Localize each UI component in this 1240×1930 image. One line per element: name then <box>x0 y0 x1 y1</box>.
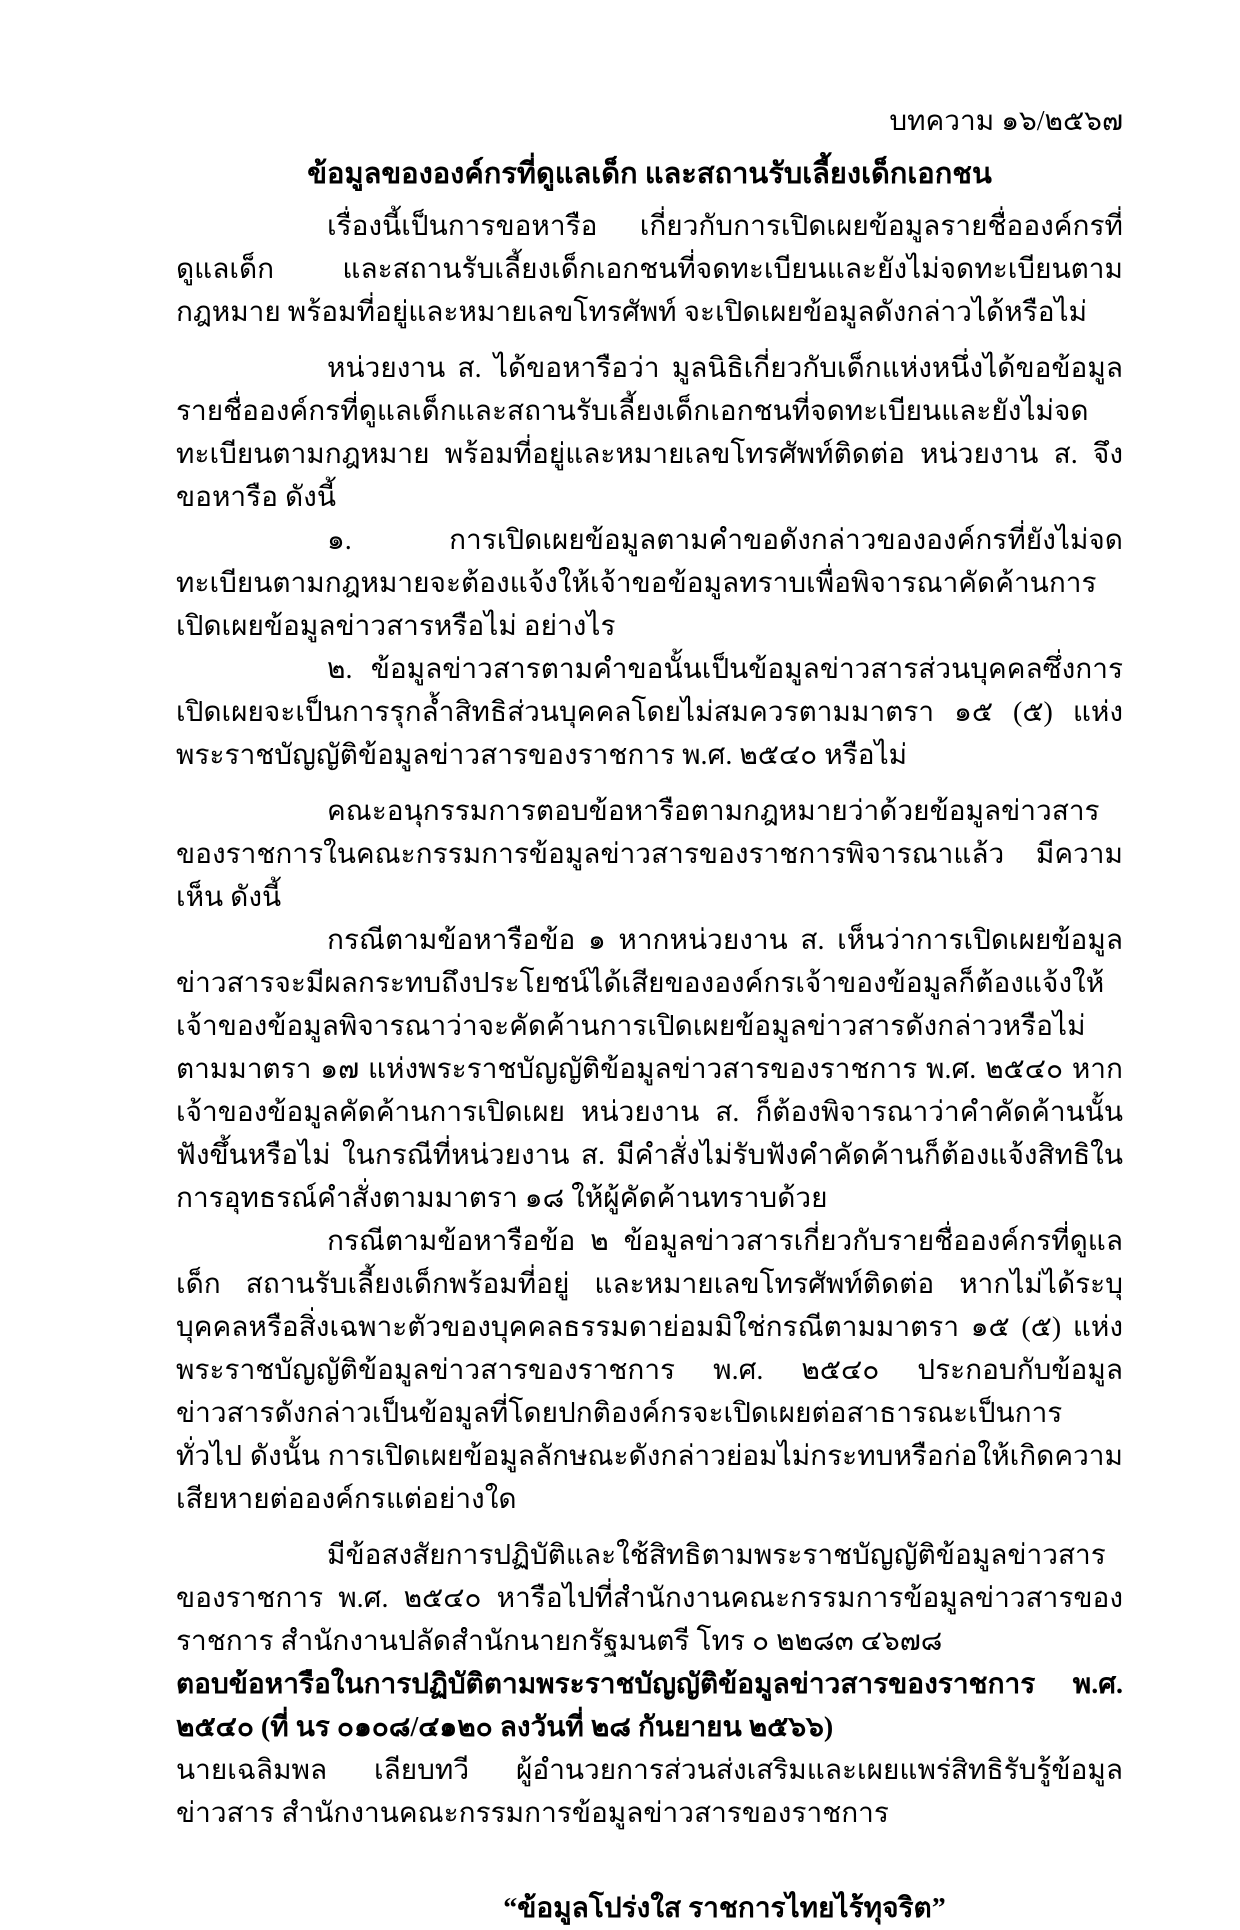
list-item-question-2: ๒. ข้อมูลข่าวสารตามคำขอนั้นเป็นข้อมูลข่าวสารส่วนบุคคลซึ่งการเปิดเผยจะเป็นการรุกล้ำสิทธิส่วนบุคคลโดยไม่สมควรตามมาตรา ๑๕ (๕) แห่งพระราชบัญญัติข้อมูลข่าวสารของราชการ พ.ศ. ๒๕๔๐ หรือไม่ <box>176 654 1123 771</box>
paragraph-opinion-case-1: กรณีตามข้อหารือข้อ ๑ หากหน่วยงาน ส. เห็นว่าการเปิดเผยข้อมูลข่าวสารจะมีผลกระทบถึงประโยชน์ได้เสียขององค์กรเจ้าของข้อมูลก็ต้องแจ้งให้เจ้าของข้อมูลพิจารณาว่าจะคัดค้านการเปิดเผยข้อมูลข่าวสารดังกล่าวหรือไม่ตามมาตรา ๑๗ แห่งพระราชบัญญัติข้อมูลข่าวสารของราชการ พ.ศ. ๒๕๔๐ หากเจ้าของข้อมูลคัดค้านการเปิดเผย หน่วยงาน ส. ก็ต้องพิจารณาว่าคำคัดค้านนั้นฟังขึ้นหรือไม่ ในกรณีที่หน่วยงาน ส. มีคำสั่งไม่รับฟังคำคัดค้านก็ต้องแจ้งสิทธิในการอุทธรณ์คำสั่งตามมาตรา ๑๘ ให้ผู้คัดค้านทราบด้วย <box>176 925 1123 1214</box>
paragraph-subcommittee: คณะอนุกรรมการตอบข้อหารือตามกฎหมายว่าด้วยข้อมูลข่าวสารของราชการในคณะกรรมการข้อมูลข่าวสารของราชการพิจารณาแล้ว มีความเห็น ดังนี้ <box>176 796 1123 913</box>
footer-quote: “ข้อมูลโปร่งใส ราชการไทยไร้ทุจริต” <box>503 1893 946 1924</box>
paragraph-contact-info: มีข้อสงสัยการปฏิบัติและใช้สิทธิตามพระราชบัญญัติข้อมูลข่าวสารของราชการ พ.ศ. ๒๕๔๐ หารือไปที่สำนักงานคณะกรรมการข้อมูลข่าวสารของราชการ สำนักงานปลัดสำนักนายกรัฐมนตรี โทร ๐ ๒๒๘๓ ๔๖๗๘ <box>176 1540 1123 1657</box>
reference-line: ตอบข้อหารือในการปฏิบัติตามพระราชบัญญัติข้อมูลข่าวสารของราชการ พ.ศ. ๒๕๔๐ (ที่ นร ๐๑๐๘/๔๑๒๐ ลงวันที่ ๒๘ กันยายน ๒๕๖๖) <box>176 1669 1123 1743</box>
paragraph-intro: เรื่องนี้เป็นการขอหารือ เกี่ยวกับการเปิดเผยข้อมูลรายชื่อองค์กรที่ดูแลเด็ก และสถานรับเลี้ยงเด็กเอกชนที่จดทะเบียนและยังไม่จดทะเบียนตามกฎหมาย พร้อมที่อยู่และหมายเลขโทรศัพท์ จะเปิดเผยข้อมูลดังกล่าวได้หรือไม่ <box>176 211 1123 328</box>
paragraph-opinion-case-2: กรณีตามข้อหารือข้อ ๒ ข้อมูลข่าวสารเกี่ยวกับรายชื่อองค์กรที่ดูแลเด็ก สถานรับเลี้ยงเด็กพร้อมที่อยู่ และหมายเลขโทรศัพท์ติดต่อ หากไม่ได้ระบุบุคคลหรือสิ่งเฉพาะตัวของบุคคลธรรมดาย่อมมิใช่กรณีตามมาตรา ๑๕ (๕) แห่งพระราชบัญญัติข้อมูลข่าวสารของราชการ พ.ศ. ๒๕๔๐ ประกอบกับข้อมูลข่าวสารดังกล่าวเป็นข้อมูลที่โดยปกติองค์กรจะเปิดเผยต่อสาธารณะเป็นการทั่วไป ดังนั้น การเปิดเผยข้อมูลลักษณะดังกล่าวย่อมไม่กระทบหรือก่อให้เกิดความเสียหายต่อองค์กรแต่อย่างใด <box>176 1226 1123 1515</box>
list-item-question-1: ๑. การเปิดเผยข้อมูลตามคำขอดังกล่าวขององค์กรที่ยังไม่จดทะเบียนตามกฎหมายจะต้องแจ้งให้เจ้าขอข้อมูลทราบเพื่อพิจารณาคัดค้านการเปิดเผยข้อมูลข่าวสารหรือไม่ อย่างไร <box>176 525 1123 642</box>
author-line: นายเฉลิมพล เลียบทวี ผู้อำนวยการส่วนส่งเสริมและเผยแพร่สิทธิรับรู้ข้อมูลข่าวสาร สำนักงานคณะกรรมการข้อมูลข่าวสารของราชการ <box>176 1755 1123 1829</box>
doc-number: บทความ ๑๖/๒๕๖๗ <box>889 106 1123 137</box>
paragraph-request: หน่วยงาน ส. ได้ขอหารือว่า มูลนิธิเกี่ยวกับเด็กแห่งหนึ่งได้ขอข้อมูลรายชื่อองค์กรที่ดูแลเด็กและสถานรับเลี้ยงเด็กเอกชนที่จดทะเบียนและยังไม่จดทะเบียนตามกฎหมาย พร้อมที่อยู่และหมายเลขโทรศัพท์ติดต่อ หน่วยงาน ส. จึงขอหารือ ดังนี้ <box>176 353 1123 513</box>
page-title: ข้อมูลขององค์กรที่ดูแลเด็ก และสถานรับเลี้ยงเด็กเอกชน <box>307 158 992 190</box>
